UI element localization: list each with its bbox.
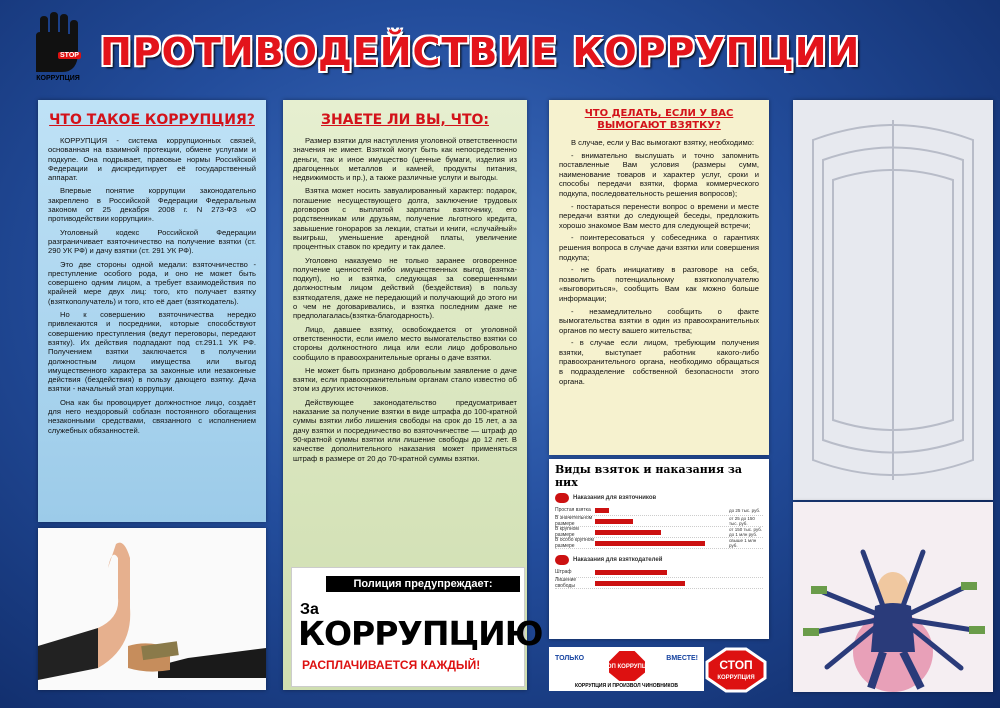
- paragraph: Это две стороны одной медали: взяточничество - преступление особого рода, и оно не может быть совершено одним лицом, а требует взаимодействия по крайней мере двух лиц: того, кто получает взятку (взяткополучатель) и того, кто её дает (взяткодатель).: [48, 259, 256, 306]
- what-is-corruption-panel: [38, 100, 266, 522]
- paragraph: Действующее законодательство предусматривает наказание за получение взятки в виде штрафа до 100-кратной суммы взятки либо лишения свободы на срок до 15 лет, а за дачу взятки и посредничество во взяточничестве — штраф до 90-кратной суммы взятки или лишение свободы до 12 лет. В качестве дополнительного наказания может применяться штраф в размере от 20 до 70-кратной суммы взятки.: [293, 397, 517, 463]
- penalty-row-note: от 25 до 150 тыс. руб.: [729, 516, 755, 526]
- section-body: [283, 136, 527, 463]
- section-title-line: ЧТО ДЕЛАТЬ, ЕСЛИ У ВАС: [584, 108, 734, 119]
- penalties-table: [555, 493, 763, 589]
- stop-badge-icon: [599, 649, 655, 683]
- strip-left-text: ТОЛЬКО: [555, 655, 585, 662]
- paragraph: Она как бы провоцирует должностное лицо, создаёт для него нездоровый соблазн постоянного обогащения незаконными средствами, связанного с исполнением служебных обязанностей.: [48, 397, 256, 435]
- paragraph: - внимательно выслушать и точно запомнить поставленные Вам условия (размеры сумм, наименование товаров и характер услуг, сроки и способы передачи взятки, форма коммерческого подкупа, последовательность решения вопросов);: [559, 150, 759, 198]
- paragraph: Впервые понятие коррупции законодательно закреплено в Российской Федерации Федеральным законом от 25 декабря 2008 г. N 273-ФЗ «О противодействии коррупции».: [48, 186, 256, 224]
- decorative-frames-illustration: [793, 100, 993, 500]
- penalty-row-label: В значительном размере: [555, 515, 593, 527]
- strip-footer: КОРРУПЦИЯ И ПРОИЗВОЛ ЧИНОВНИКОВ: [574, 683, 679, 689]
- logo-text: КОРРУПЦИЯ: [36, 75, 80, 82]
- stop-sign-line1: СТОП: [719, 658, 753, 672]
- table-head-label: Наказания для взяткодателей: [573, 557, 663, 563]
- banner-heading: Полиция предупреждает:: [326, 576, 520, 592]
- paragraph: Размер взятки для наступления уголовной ответственности значения не имеет. Взяткой могут быть как непосредственно деньги, так и иное имущество (ценные бумаги, изделия из драгоценных металлов и камней, продукты питания, недвижимость и пр.), а также различные услуги и выгоды.: [293, 136, 517, 183]
- penalty-row-bar: [595, 570, 667, 575]
- banner-za: За: [300, 601, 319, 618]
- paragraph: - постараться перенести вопрос о времени и месте передачи взятки до следующей беседы, предложить хорошо знакомое Вам место для следующей встречи;: [559, 201, 759, 230]
- table-head: [555, 555, 763, 565]
- together-strip: [549, 647, 704, 691]
- penalty-row-bar: [595, 508, 609, 513]
- section-title: ЧТО ТАКОЕ КОРРУПЦИЯ?: [49, 112, 255, 128]
- penalty-row-label: Простая взятка: [555, 507, 591, 513]
- stop-badge-text: СТОП КОРРУПЦИЯ: [599, 664, 655, 670]
- multi-armed-official-cartoon: [793, 502, 993, 692]
- penalty-row: [555, 578, 763, 589]
- police-warning-banner: [291, 567, 543, 687]
- paragraph: - незамедлительно сообщить о факте вымогательства взятки в один из правоохранительных органов по месту вашего жительства;: [559, 306, 759, 335]
- hand-icon: [28, 12, 86, 72]
- penalty-row-bar: [595, 530, 661, 535]
- paragraph: Не может быть признано добровольным заявление о даче взятки, если правоохранительным органам стало известно об этом из других источников.: [293, 365, 517, 394]
- bribe-refusal-photo: [38, 528, 266, 690]
- handcuffs-icon: [555, 555, 569, 565]
- paragraph: Уголовно наказуемо не только заранее оговоренное получение ценностей либо имущественных выгод (взятка-подкуп), но и взятка, следующая за совершенными должностным лицом действий (бездействия) в пользу взяткодателя, даже не передающий и получающий до этого ни о чем не договаривались, и взятка последним даже не предполагалась(взятка-благодарность).: [293, 255, 517, 321]
- logo-stop-badge: STOP: [60, 52, 79, 59]
- penalty-row-note: от 150 тыс. руб. до 1 млн руб.: [729, 527, 763, 537]
- paragraph: - поинтересоваться у собеседника о гарантиях решения вопроса в случае дачи взятки или совершения подкупа;: [559, 233, 759, 262]
- paragraph: Взятка может носить завуалированный характер: подарок, погашение несуществующего долга, заключение трудовых договоров с выплатой зарплаты взяточнику, его родственникам или друзьям, получение льготного кредита, завышение гонораров за лекции, статьи и книги, «случайный» выигрыш, уменьшение арендной платы, увеличение процентных ставок по кредиту и так далее.: [293, 186, 517, 252]
- stop-sign: [706, 648, 766, 692]
- penalty-row-label: В особо крупном размере: [555, 537, 594, 549]
- stop-sign-line2: КОРРУПЦИЯ: [717, 675, 755, 681]
- penalty-row-label: Лишение свободы: [555, 577, 577, 589]
- penalty-row-label: Штраф: [555, 569, 572, 575]
- decorative-placeholder-panel: [793, 100, 993, 500]
- penalties-panel: [549, 459, 769, 639]
- penalty-row-label: В крупном размере: [555, 526, 579, 538]
- handcuffs-icon: [555, 493, 569, 503]
- paragraph: Лицо, давшее взятку, освобождается от уголовной ответственности, если имело место вымогательство взятки со стороны должностного лица или если лицо добровольно сообщило в правоохранительные органы о даче взятки.: [293, 324, 517, 362]
- penalty-row: [555, 538, 763, 549]
- bribe-taker-rows: [555, 505, 763, 549]
- banner-footer: РАСПЛАЧИВАЕТСЯ КАЖДЫЙ!: [302, 658, 481, 672]
- penalty-row-bar: [595, 541, 705, 546]
- strip-right-text: ВМЕСТЕ!: [666, 655, 698, 662]
- page-title: ПРОТИВОДЕЙСТВИЕ КОРРУПЦИИ: [100, 30, 861, 74]
- penalty-row-note: до 25 тыс. руб.: [729, 507, 761, 513]
- banner-big-text: КОРРУПЦИЮ: [298, 614, 543, 653]
- paragraph: - не брать инициативу в разговоре на себя, позволить потенциальному взяткополучателю «выговориться», сообщить Вам как можно больше информации;: [559, 265, 759, 303]
- section-title: [549, 108, 769, 132]
- table-head-label: Наказания для взяточников: [573, 495, 657, 501]
- paragraph: - в случае если лицом, требующим получения взятки, выступает работник какого-либо правоохранительного органа, необходимо обращаться в подразделение собственной безопасности этого органа.: [559, 338, 759, 386]
- penalty-row-note: свыше 1 млн руб.: [729, 538, 757, 548]
- bribe-giver-rows: [555, 567, 763, 589]
- paragraph: Уголовный кодекс Российской Федерации разграничивает взяточничество на получение взятки (ст. 290 УК РФ) и дачу взятки (ст. 291 УК РФ).: [48, 227, 256, 256]
- section-title-line: ВЫМОГАЮТ ВЗЯТКУ?: [597, 120, 721, 131]
- paragraph: КОРРУПЦИЯ - система коррупционных связей, основанная на взаимной протекции, обмене услугами и подкупе. Она подрывает, правовые нормы Российской Федерации и дискредитирует её государственный аппарат.: [48, 136, 256, 183]
- paragraph: В случае, если у Вас вымогают взятку, необходимо:: [571, 138, 755, 147]
- table-head: [555, 493, 763, 503]
- section-body: [38, 136, 266, 435]
- paragraph: Но к совершению взяточничества нередко привлекаются и посредники, которые способствуют совершению преступления (ведут переговоры, передают взятку). Их действия подпадают под ст.291.1 УК РФ. Получением взятки заключается в получении должностным лицом имущества или выгод имущественного характера за законные или незаконные действия (бездействия) в пользу дающего взятку. Дача взятки - начальный этап коррупции.: [48, 310, 256, 394]
- section-body: [549, 138, 769, 386]
- what-to-do-panel: [549, 100, 769, 455]
- stop-corruption-logo: [28, 12, 86, 82]
- section-title: Виды взяток и наказания за них: [555, 463, 743, 489]
- section-title: ЗНАЕТЕ ЛИ ВЫ, ЧТО:: [321, 112, 489, 128]
- penalty-row-bar: [595, 519, 633, 524]
- penalty-row-bar: [595, 581, 685, 586]
